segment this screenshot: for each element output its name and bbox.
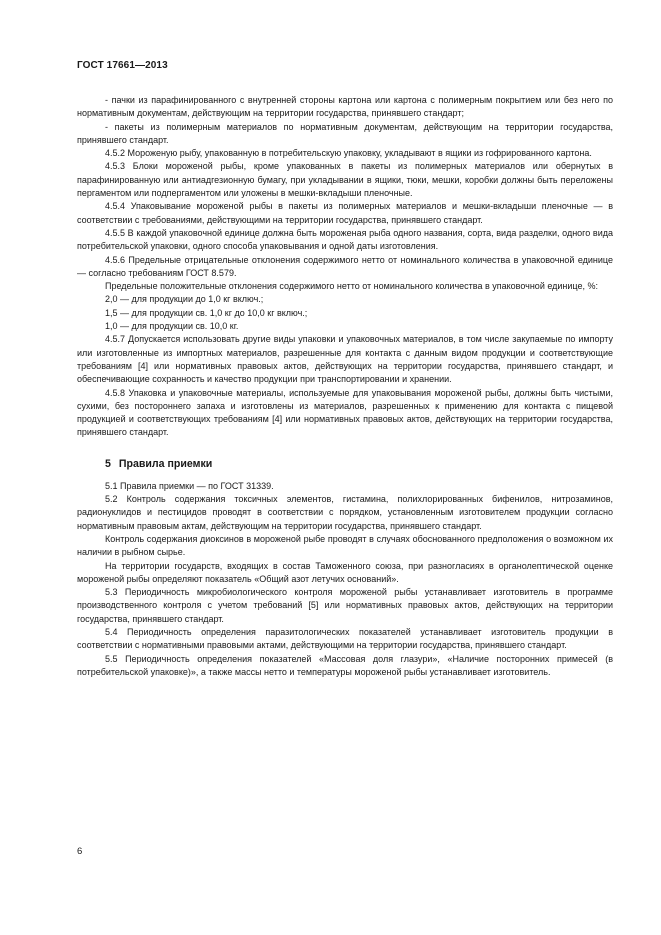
clause-5-3: 5.3 Периодичность микробиологического контроля мороженой рыбы устанавливает изготовитель в программе производственного контроля с учетом требований [5] или нормативных правовых актов, действующих на территории государства, принявшего стандарт.	[77, 587, 613, 624]
tolerance-item: 2,0 — для продукции до 1,0 кг включ.;	[105, 294, 264, 305]
clause-4-5-4: 4.5.4 Упаковывание мороженой рыбы в пакеты из полимерных материалов и мешки-вкладыши пленочные — в соответствии с требованиями, действующими на территории государства, принявшего стандарт.	[77, 201, 613, 225]
tolerance-item: 1,5 — для продукции св. 1,0 кг до 10,0 кг включ.;	[105, 307, 308, 318]
clause-5-2-dioxins: Контроль содержания диоксинов в мороженой рыбе проводят в случаях обоснованного предположения о возможном их наличии в рыбном сырье.	[77, 533, 613, 558]
section-number: 5	[105, 457, 111, 470]
clause-4-5-3: 4.5.3 Блоки мороженой рыбы, кроме упакованных в пакеты из полимерных материалов или обернутых в парафинированную или антиадгезионную бумагу, при укладывании в ящики, тюки, мешки, коробки должны быть переложены пергаментом или подпергаментом или уложены в мешки-вкладыши пленочные.	[77, 161, 613, 199]
clause-5-4: 5.4 Периодичность определения паразитологических показателей устанавливает изготовитель продукции в соответствии с нормативными правовыми актами, действующими на территории государства, принявшего стандарт.	[77, 626, 613, 651]
tolerance-item: 1,0 — для продукции св. 10,0 кг.	[105, 321, 239, 332]
list-item-bags: - пакеты из полимерным материалов по нормативным документам, действующим на территории государства, принявшего стандарт.	[77, 121, 613, 145]
clause-4-5-8: 4.5.8 Упаковка и упаковочные материалы, используемые для упаковывания мороженой рыбы, должны быть чистыми, сухими, без постороннего запаха и изготовлены из материалов, разрешенных к применению для контакта с пищевой продукцией и соответствующих требованиям [4] или нормативных правовых актов, действующих на территории государства, принявшего стандарт.	[77, 387, 613, 438]
document-body	[77, 94, 613, 679]
section-title-text: Правила приемки	[118, 457, 213, 470]
document-header: ГОСТ 17661—2013	[77, 60, 168, 71]
list-item-packs: - пачки из парафинированного с внутренней стороны картона или картона с полимерным покрытием или без него по нормативным документам, действующим на территории государства, принявшего стандарт;	[77, 95, 613, 119]
clause-5-5: 5.5 Периодичность определения показателей «Массовая доля глазури», «Наличие посторонних примесей (в потребительской упаковке)», а также массы нетто и температуры мороженой рыбы устанавливает изготовитель.	[77, 653, 613, 677]
clause-5-1: 5.1 Правила приемки — по ГОСТ 31339.	[105, 480, 274, 491]
section-heading	[77, 457, 613, 471]
clause-4-5-6-positive: Предельные положительные отклонения содержимого нетто от номинального количества в упаковочной единице, %:	[105, 281, 598, 292]
clause-5-2-customs-union: На территории государств, входящих в состав Таможенного союза, при разногласиях в органолептической оценке мороженой рыбы определяют показатель «Общий азот летучих оснований».	[77, 560, 613, 584]
clause-5-2: 5.2 Контроль содержания токсичных элементов, гистамина, полихлорированных бифенилов, нитрозаминов, радионуклидов и пестицидов проводят в соответствии с порядком, установленным изготовителем продукции согласно нормативным правовым актам, действующим на территории государства, принявшего стандарт.	[77, 494, 613, 531]
clause-4-5-6: 4.5.6 Предельные отрицательные отклонения содержимого нетто от номинального количества в упаковочной единице — согласно требованиям ГОСТ 8.579.	[77, 254, 613, 278]
clause-4-5-2: 4.5.2 Мороженую рыбу, упакованную в потребительскую упаковку, укладывают в ящики из гофрированного картона.	[105, 148, 592, 159]
page-number: 6	[77, 846, 83, 857]
clause-4-5-7: 4.5.7 Допускается использовать другие виды упаковки и упаковочных материалов, в том числе закупаемые по импорту или изготовленные из импортных материалов, разрешенные для контакта с данным видом продукции и соответствующие требованиям [4] или нормативных правовых актов, действующих на территории государства, принявшего стандарт, и обеспечивающие сохранность и качество продукции при транспортировании и хранении.	[77, 334, 613, 385]
clause-4-5-5: 4.5.5 В каждой упаковочной единице должна быть мороженая рыба одного названия, сорта, вида разделки, одного вида потребительской упаковки, одного способа упаковывания и одной даты изготовления.	[77, 227, 613, 252]
